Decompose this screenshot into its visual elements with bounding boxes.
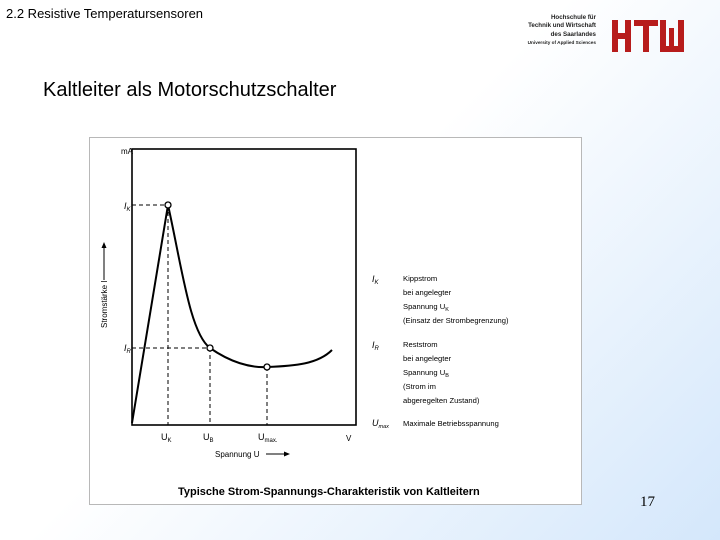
xtick-umax: $U_{max.}$ — [258, 432, 278, 444]
y-axis-label: Stromstärke I — [100, 280, 109, 328]
point-ik — [165, 202, 171, 208]
legend-umax — [372, 418, 499, 430]
legend-symbol-ik: $I_K$ — [372, 274, 379, 286]
point-umax — [264, 364, 270, 370]
legend-reststrom — [372, 340, 480, 405]
logo-text — [520, 14, 596, 48]
x-axis-arrowhead — [284, 452, 290, 457]
logo-line-3: des Saarlandes — [550, 30, 596, 38]
htw-logo-mark — [612, 18, 688, 54]
characteristic-curve — [132, 205, 332, 423]
legend-umax-line-1: Maximale Betriebsspannung — [403, 419, 499, 428]
logo-line-1: Hochschule für — [550, 14, 596, 21]
legend-kippstrom — [372, 274, 509, 325]
logo-line-2: Technik und Wirtschaft — [528, 22, 596, 30]
x-axis-label: Spannung U — [215, 450, 260, 459]
xtick-ub: $U_B$ — [203, 432, 214, 444]
point-ub — [207, 345, 213, 351]
legend-ir-line-1: Reststrom — [403, 340, 438, 349]
ytick-ir: $I_R$ — [124, 343, 131, 355]
legend-ir-line-4: (Strom im — [403, 382, 436, 391]
slide-title: Kaltleiter als Motorschutzschalter — [43, 79, 337, 101]
x-unit: V — [346, 434, 352, 443]
characteristic-diagram — [90, 138, 583, 506]
legend-ir-line-2: bei angelegter — [403, 354, 452, 363]
guide-lines — [132, 205, 267, 425]
legend-ik-line-4: (Einsatz der Strombegrenzung) — [403, 316, 509, 325]
figure-caption: Typische Strom-Spannungs-Charakteristik von Kaltleitern — [178, 486, 480, 498]
characteristic-figure — [89, 137, 582, 505]
xtick-uk: $U_K$ — [161, 432, 172, 444]
y-axis-arrowhead — [102, 242, 107, 248]
legend-symbol-ir: $I_R$ — [372, 340, 379, 352]
section-label: 2.2 Resistive Temperatursensoren — [6, 6, 204, 21]
y-unit: mA — [121, 147, 133, 156]
legend-ik-line-1: Kippstrom — [403, 274, 438, 283]
page-number: 17 — [640, 494, 655, 510]
legend-ik-line-3: Spannung $U_K$ — [403, 302, 449, 313]
htw-logo — [520, 14, 700, 58]
plot-frame — [132, 149, 356, 425]
legend-ir-line-5: abgeregelten Zustand) — [403, 396, 480, 405]
legend-ik-line-2: bei angelegter — [403, 288, 452, 297]
logo-subline: University of Applied Sciences — [527, 40, 596, 46]
legend-ir-line-3: Spannung $U_B$ — [403, 368, 449, 379]
legend-symbol-umax: $U_{max}$ — [372, 418, 389, 430]
ytick-ik: $I_K$ — [124, 201, 131, 213]
